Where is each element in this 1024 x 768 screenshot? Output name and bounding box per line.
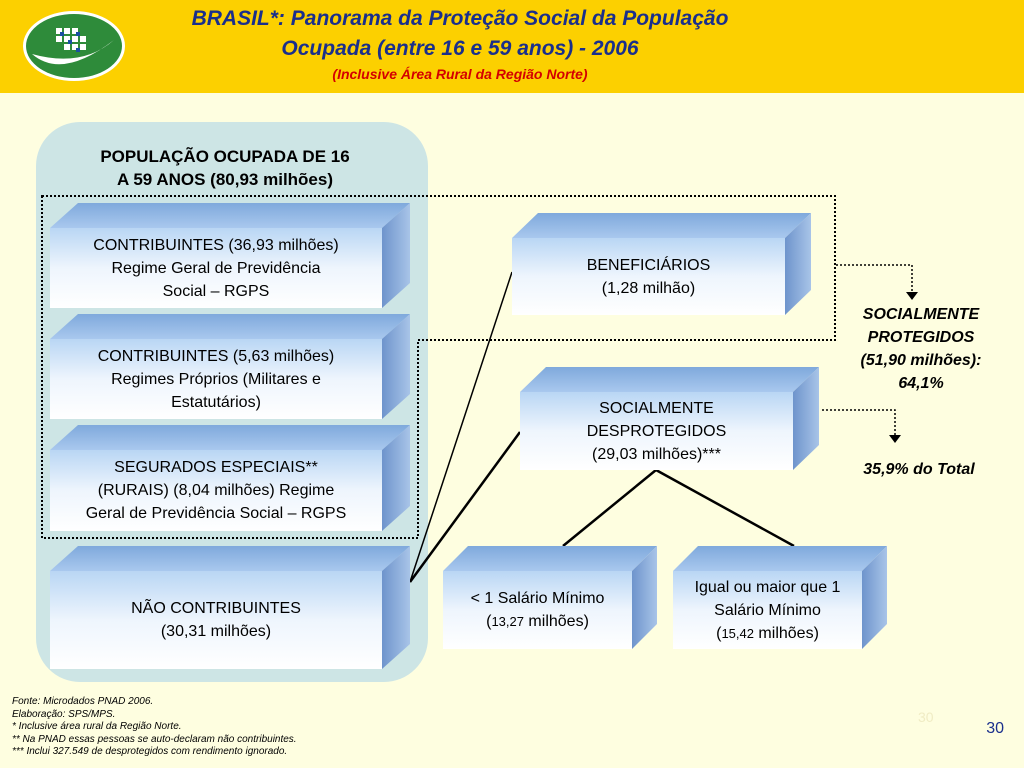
title-line-1: BRASIL*: Panorama da Proteção Social da População bbox=[191, 7, 729, 30]
box-especiais-line-1: SEGURADOS ESPECIAIS** bbox=[114, 459, 318, 476]
box-maior-sm-value: 15,42 bbox=[721, 625, 754, 641]
box-menor-sm-line-1: < 1 Salário Mínimo bbox=[470, 590, 605, 607]
box-nao-contribuintes bbox=[50, 546, 410, 669]
title-line-2: Ocupada (entre 16 e 59 anos) - 2006 bbox=[281, 37, 639, 60]
box-rpps-line-1: CONTRIBUINTES (5,63 milhões) bbox=[97, 347, 335, 365]
page-number-ghost: 30 bbox=[918, 709, 934, 725]
box-menor-sm-value: 13,27 bbox=[491, 614, 524, 629]
footnote-source: Fonte: Microdados PNAD 2006. bbox=[12, 696, 154, 707]
box-beneficiarios-line-1: BENEFICIÁRIOS bbox=[586, 256, 711, 274]
box-rgps-line-1: CONTRIBUINTES (36,93 milhões) bbox=[93, 236, 339, 254]
box-beneficiarios bbox=[512, 213, 811, 315]
footnotes bbox=[12, 696, 297, 759]
panel-title-line-1: POPULAÇÃO OCUPADA DE 16 bbox=[100, 147, 350, 166]
protegidos-line-3: (51,90 milhões): bbox=[860, 352, 982, 369]
box-desprotegidos-line-3: (29,03 milhões)*** bbox=[592, 445, 721, 463]
box-nao-contribuintes-line-1: NÃO CONTRIBUINTES bbox=[131, 600, 301, 617]
page-number: 30 bbox=[986, 720, 1004, 737]
footnote-elaboration: Elaboração: SPS/MPS. bbox=[12, 708, 116, 720]
box-rpps bbox=[50, 314, 410, 419]
box-maior-sm-line-1: Igual ou maior que 1 bbox=[694, 578, 841, 596]
box-nao-contribuintes-line-2: (30,31 milhões) bbox=[160, 623, 272, 640]
box-rgps-line-3: Social – RGPS bbox=[162, 282, 270, 300]
box-especiais-line-3: Geral de Previdência Social – RGPS bbox=[85, 505, 347, 522]
box-menor-sm-line-2: (13,27 milhões) bbox=[486, 613, 589, 630]
connector-to-maior-sm bbox=[656, 470, 794, 546]
box-maior-sm-line-2: Salário Mínimo bbox=[714, 601, 821, 619]
box-beneficiarios-line-2: (1,28 milhão) bbox=[601, 279, 696, 297]
protegidos-label bbox=[836, 303, 1006, 395]
connector-to-beneficiarios bbox=[410, 272, 512, 582]
protegidos-line-4: 64,1% bbox=[898, 375, 944, 392]
box-menor-salario-minimo bbox=[443, 546, 657, 649]
subtitle: (Inclusive Área Rural da Região Norte) bbox=[332, 66, 588, 82]
protegidos-line-2: PROTEGIDOS bbox=[867, 329, 975, 346]
box-rpps-line-2: Regimes Próprios (Militares e bbox=[111, 370, 321, 388]
box-rgps-line-2: Regime Geral de Previdência bbox=[111, 259, 321, 277]
box-desprotegidos-line-2: DESPROTEGIDOS bbox=[586, 422, 727, 440]
box-maior-sm-line-3: (15,42 milhões) bbox=[716, 624, 819, 642]
box-rpps-line-3: Estatutários) bbox=[171, 393, 261, 411]
protegidos-line-1: SOCIALMENTE bbox=[862, 306, 980, 323]
connector-to-menor-sm bbox=[563, 470, 656, 546]
panel-title-line-2: A 59 ANOS (80,93 milhões) bbox=[116, 170, 334, 189]
box-desprotegidos-line-1: SOCIALMENTE bbox=[599, 399, 714, 417]
footnote-2: ** Na PNAD essas pessoas se auto-declaram não contribuintes. bbox=[12, 733, 297, 745]
footnote-1: * Inclusive área rural da Região Norte. bbox=[12, 721, 182, 732]
box-maior-salario-minimo bbox=[673, 546, 887, 649]
footnote-3: *** Inclui 327.549 de desprotegidos com rendimento ignorado. bbox=[12, 746, 288, 757]
box-desprotegidos bbox=[520, 367, 819, 470]
box-especiais-line-2: (RURAIS) (8,04 milhões) Regime bbox=[97, 482, 335, 499]
box-segurados-especiais bbox=[50, 425, 410, 531]
box-rgps bbox=[50, 203, 410, 308]
desprotegidos-percent-label: 35,9% do Total bbox=[863, 461, 975, 478]
